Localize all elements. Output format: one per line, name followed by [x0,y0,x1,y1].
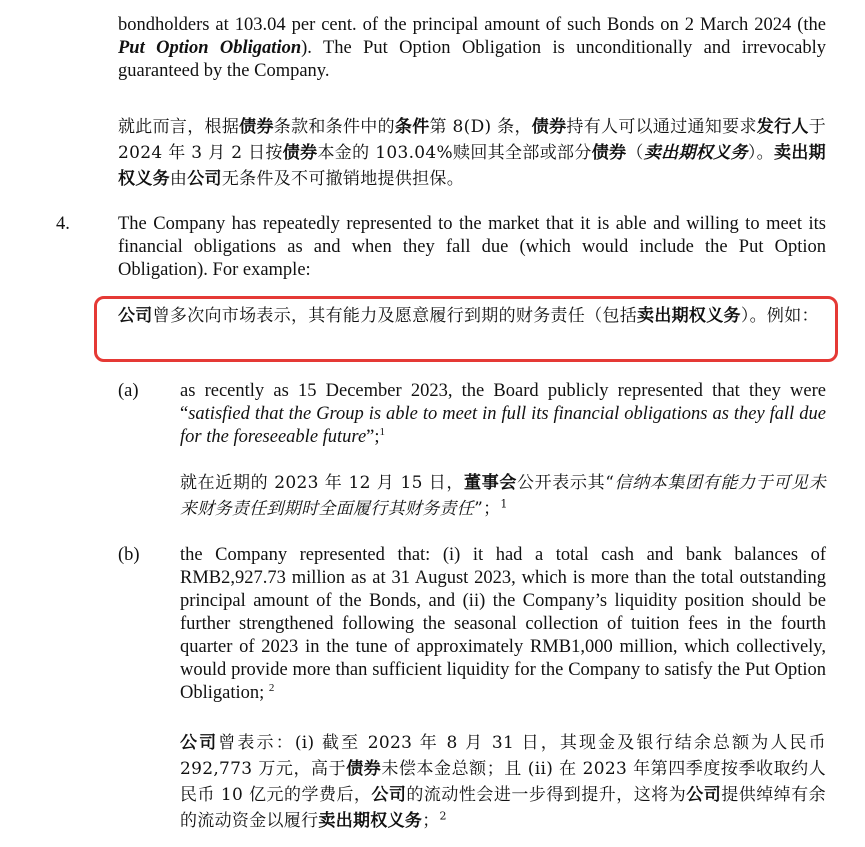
footnote-ref: 2 [439,809,447,823]
item-label-b: (b) [118,545,140,565]
footnote-ref: 1 [379,425,386,438]
item4-paragraph-cn: 公司曾多次向市场表示，其有能力及愿意履行到期的财务责任（包括卖出期权义务）。例如： [118,306,819,326]
item-b-paragraph-en: the Company represented that: (i) it had a total cash and bank balances of RMB2,927.73 million as at 31 August 2023, which is more than the total outstanding principal amount of the Bonds, and (ii) the Company’s liquidity position should be further strengthened following the seasonal collection of tuition fees in the fourth quarter of 2023 in the tune of approximately RMB1,000 million, which collectively, would provide more than sufficient liquidity for the Company to satisfy the Put Option Obligation; $^2$ [180,545,826,703]
item-a-paragraph-en: as recently as 15 December 2023, the Board publicly represented that they were “satisfied that the Group is able to meet in full its financial obligations as they fall due for the foreseeable future”;$^1$ [180,381,826,447]
put-option-term: Put Option Obligation [118,38,302,58]
bond-text-line: bondholders at 103.04 per cent. of the principal amount of such Bonds on 2 March 2024 [118,15,792,35]
item4-paragraph-en: The Company has repeatedly represented to the market that it is able and willing to meet its financial obligations as and when they fall due (which would include the Put Option Obligation). For example: [118,214,826,280]
footnote-ref: 1 [500,497,508,511]
bond-paragraph-cn: 就此而言，根据债券条款和条件中的条件第 8(D) 条，债券持有人可以通过通知要求发行人于 2024 年 3 月 2 日按债券本金的 103.04%赎回其全部或部分债券（卖出期权义务）。卖出期权义务由公司无条件及不可撤销地提供担保。 [118,117,826,189]
item-number-4: 4. [56,214,70,234]
bond-paragraph-en [118,14,826,83]
footnote-ref: 2 [268,681,275,694]
item-b-paragraph-cn: 公司曾表示：(i) 截至 2023 年 8 月 31 日，其现金及银行结余总额为人民币 292,773 万元，高于债券未偿本金总额；且 (ii) 在 2023 年第四季度按季收取约人民币 10 亿元的学费后，公司的流动性会进一步得到提升，这将为公司提供绰绰有余的流动资金以履行卖出期权义务；$^2$ [180,733,826,831]
bond-text-pre: (the [797,15,826,35]
item-label-a: (a) [118,381,139,401]
item-a-paragraph-cn: 就在近期的 2023 年 12 月 15 日，董事会公开表示其“信纳本集团有能力于可见未来财务责任到期时全面履行其财务责任”；$^1$ [180,473,826,519]
bond-text-post: ). The Put Option Obligation is unconditionally and irrevocably guaranteed by the Company. [118,38,826,81]
